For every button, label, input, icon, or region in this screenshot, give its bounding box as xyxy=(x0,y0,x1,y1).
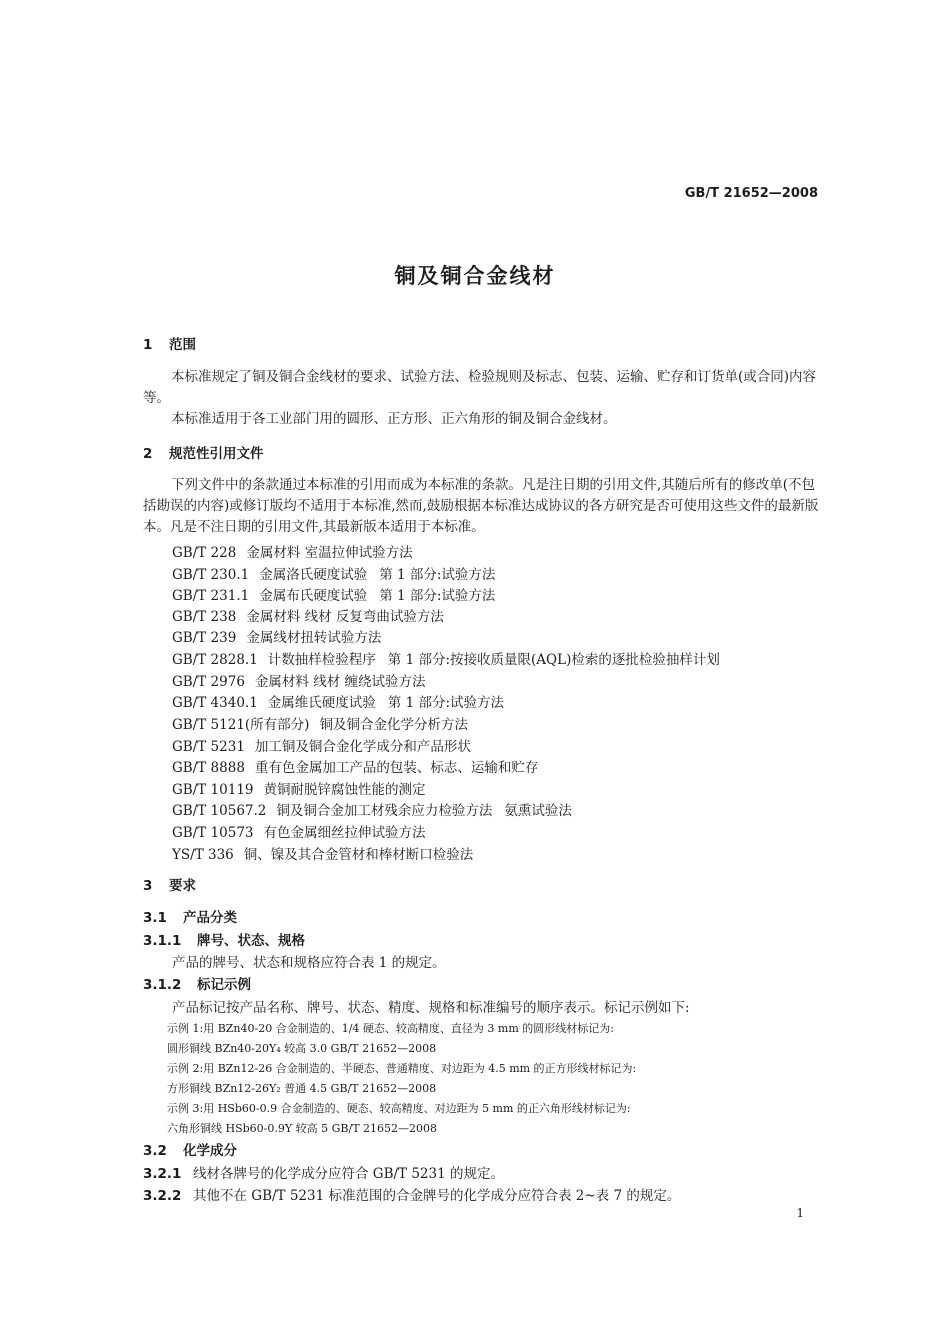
reference-item: GB/T 8888 重有色金属加工产品的包装、标志、运输和贮存 xyxy=(172,760,539,776)
document-title: 铜及铜合金线材 xyxy=(394,263,556,288)
subsection-3-1-heading: 3.1 产品分类 xyxy=(143,910,237,926)
subsection-3-1-2-heading: 3.1.2 标记示例 xyxy=(143,977,251,993)
section-number: 2 xyxy=(143,446,153,462)
subsection-3-2-heading: 3.2 化学成分 xyxy=(143,1143,237,1159)
scope-paragraph-2: 本标准适用于各工业部门用的圆形、正方形、正六角形的铜及铜合金线材。 xyxy=(171,411,617,427)
section-1-heading xyxy=(143,333,196,353)
reference-item: GB/T 10573 有色金属细丝拉伸试验方法 xyxy=(172,825,426,841)
standard-code: GB/T 21652—2008 xyxy=(684,186,818,201)
reference-item: GB/T 239 金属线材扭转试验方法 xyxy=(172,630,382,646)
section-3-heading xyxy=(143,874,196,894)
example-description: 示例 1:用 BZn40-20 合金制造的、1/4 硬态、较高精度、直径为 3 mm 的圆形线材标记为: xyxy=(167,1022,614,1035)
section-title: 要求 xyxy=(169,878,196,894)
example-mark: 方形铜线 BZn12-26Y₂ 普通 4.5 GB/T 21652—2008 xyxy=(167,1082,437,1095)
reference-item: GB/T 2976 金属材料 线材 缠绕试验方法 xyxy=(172,674,426,690)
reference-item: GB/T 228 金属材料 室温拉伸试验方法 xyxy=(172,545,413,561)
page-number: 1 xyxy=(796,1206,804,1220)
reference-item: GB/T 230.1 金属洛氏硬度试验 第 1 部分:试验方法 xyxy=(172,567,496,583)
subsection-3-2-2: 3.2.2 其他不在 GB/T 5231 标准范围的合金牌号的化学成分应符合表 2~表 7 的规定。 xyxy=(143,1188,681,1204)
scope-paragraph-1: 本标准规定了铜及铜合金线材的要求、试验方法、检验规则及标志、包装、运输、贮存和订货单(或合同)内容等。 xyxy=(143,369,817,406)
example-description: 示例 2:用 BZn12-26 合金制造的、半硬态、普通精度、对边距为 4.5 mm 的正方形线材标记为: xyxy=(167,1062,637,1075)
section-title: 规范性引用文件 xyxy=(169,446,264,462)
example-mark: 圆形铜线 BZn40-20Y₄ 较高 3.0 GB/T 21652—2008 xyxy=(167,1042,437,1055)
subsection-3-2-1: 3.2.1 线材各牌号的化学成分应符合 GB/T 5231 的规定。 xyxy=(143,1166,504,1182)
subsection-3-1-2-text: 产品标记按产品名称、牌号、状态、精度、规格和标准编号的顺序表示。标记示例如下: xyxy=(172,1000,690,1016)
reference-item: GB/T 10119 黄铜耐脱锌腐蚀性能的测定 xyxy=(172,782,426,798)
section-number: 3 xyxy=(143,878,153,894)
reference-item: YS/T 336 铜、镍及其合金管材和棒材断口检验法 xyxy=(172,847,474,863)
subsection-3-1-1-heading: 3.1.1 牌号、状态、规格 xyxy=(143,933,305,949)
reference-item: GB/T 10567.2 铜及铜合金加工材残余应力检验方法 氨熏试验法 xyxy=(172,803,572,819)
reference-item: GB/T 238 金属材料 线材 反复弯曲试验方法 xyxy=(172,609,444,625)
reference-item: GB/T 2828.1 计数抽样检验程序 第 1 部分:按接收质量限(AQL)检索的逐批检验抽样计划 xyxy=(172,652,720,668)
reference-item: GB/T 5121(所有部分) 铜及铜合金化学分析方法 xyxy=(172,717,468,733)
example-mark: 六角形铜线 HSb60-0.9Y 较高 5 GB/T 21652—2008 xyxy=(167,1122,438,1135)
section-number: 1 xyxy=(143,337,153,353)
section-title: 范围 xyxy=(169,337,196,353)
example-description: 示例 3:用 HSb60-0.9 合金制造的、硬态、较高精度、对边距为 5 mm 的正六角形线材标记为: xyxy=(167,1102,631,1115)
reference-item: GB/T 4340.1 金属维氏硬度试验 第 1 部分:试验方法 xyxy=(172,695,505,711)
reference-item: GB/T 231.1 金属布氏硬度试验 第 1 部分:试验方法 xyxy=(172,588,496,604)
reference-item: GB/T 5231 加工铜及铜合金化学成分和产品形状 xyxy=(172,739,471,755)
subsection-3-1-1-text: 产品的牌号、状态和规格应符合表 1 的规定。 xyxy=(172,955,446,971)
section-2-heading xyxy=(143,442,264,462)
references-intro: 下列文件中的条款通过本标准的引用而成为本标准的条款。凡是注日期的引用文件,其随后所有的修改单(不包括勘误的内容)或修订版均不适用于本标准,然而,鼓励根据本标准达成协议的各方研究是否可使用这些文件的最新版本。凡是不注日期的引用文件,其最新版本适用于本标准。 xyxy=(143,477,819,535)
